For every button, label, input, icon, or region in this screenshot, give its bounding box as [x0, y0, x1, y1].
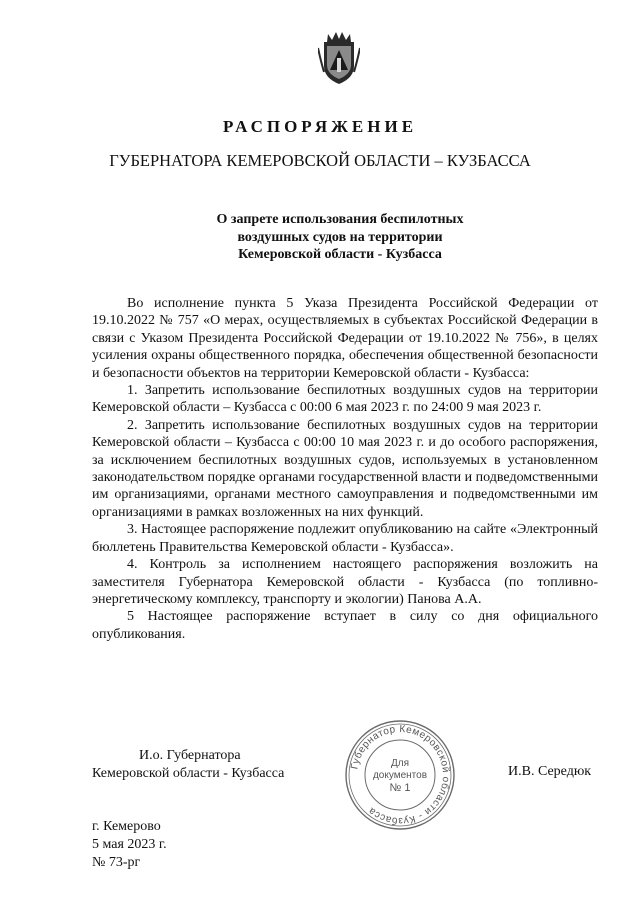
stamp-center-line: Для [390, 758, 410, 769]
document-body [92, 295, 598, 643]
official-stamp [344, 719, 456, 831]
issuing-authority: ГУБЕРНАТОРА КЕМЕРОВСКОЙ ОБЛАСТИ – КУЗБАССА [109, 151, 531, 170]
subject-line: О запрете использования беспилотных [216, 212, 464, 227]
issue-date: 5 мая 2023 г. [92, 837, 167, 852]
coat-of-arms-icon [318, 28, 360, 86]
signatory-title-line: Кемеровской области - Кузбасса [92, 765, 285, 781]
signatory-title [92, 747, 284, 782]
stamp-center-line: документов [372, 770, 428, 781]
issue-city: г. Кемерово [92, 819, 161, 834]
subject-line: воздушных судов на территории [237, 229, 443, 245]
subject-line: Кемеровской области - Кузбасса [238, 247, 442, 262]
body-paragraph: 5 Настоящее распоряжение вступает в силу со дня официального опубликования. [92, 609, 598, 642]
body-paragraph: 2. Запретить использование беспилотных воздушных судов на территории Кемеровской области – Кузбасса с 00:00 10 мая 2023 г. и до особого распоряжения, за исключением беспилотных воздушных судов, используемых в установленном законодательством порядке органами государственной власти и подведомственными им организациями, органами местного самоуправления и подведомственными им организациями в рамках возложенных на них функций. [92, 417, 598, 520]
document-subject [195, 211, 485, 264]
signatory-title-line: И.о. Губернатора [139, 748, 241, 763]
document-type-heading: РАСПОРЯЖЕНИЕ [222, 117, 418, 136]
body-paragraph: 1. Запретить использование беспилотных воздушных судов на территории Кемеровской области – Кузбасса с 00:00 6 мая 2023 г. по 24:00 9 мая 2023 г. [92, 383, 598, 416]
body-paragraph: 3. Настоящее распоряжение подлежит опубликованию на сайте «Электронный бюллетень Правительства Кемеровской области - Кузбасса». [92, 522, 598, 555]
stamp-center-line: № 1 [389, 782, 411, 794]
document-footer [92, 818, 167, 872]
body-paragraph: Во исполнение пункта 5 Указа Президента Российской Федерации от 19.10.2022 № 757 «О мерах, осуществляемых в субъектах Российской Федерации в связи с Указом Президента Российской Федерации от 19.10.2022 № 756», в целях усиления охраны общественного порядка, обеспечения общественной безопасности и безопасности объектов на территории Кемеровской области - Кузбасса: [92, 296, 598, 381]
stamp-ring-text: Губернатор Кемеровской области - Кузбасса [349, 723, 452, 827]
document-number: № 73-рг [92, 855, 141, 870]
body-paragraph: 4. Контроль за исполнением настоящего распоряжения возложить на заместителя Губернатора Кемеровской области - Кузбасса (по топливно-энергетическому комплексу, транспорту и экологии) Панова А.А. [92, 557, 598, 607]
signatory-name: И.В. Середюк [508, 764, 592, 779]
